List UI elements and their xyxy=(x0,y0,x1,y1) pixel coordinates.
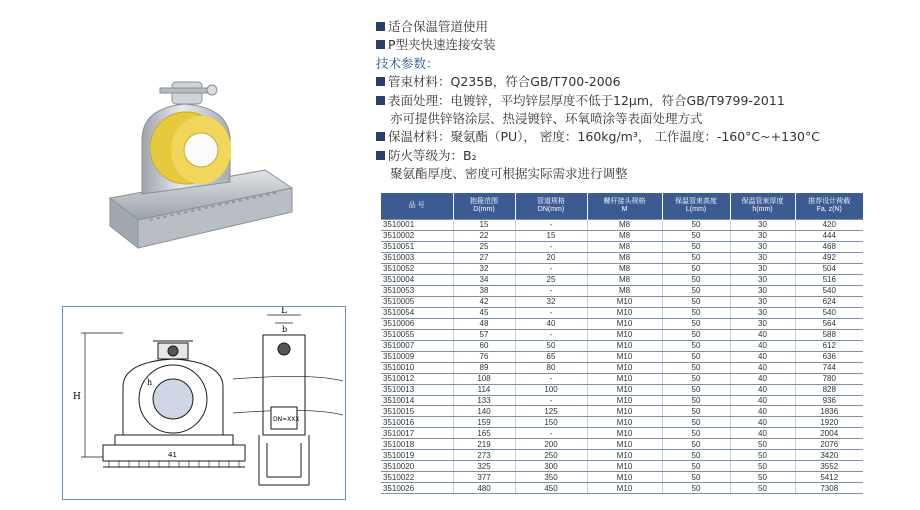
table-cell: 1920 xyxy=(795,417,863,428)
table-cell: M10 xyxy=(587,417,662,428)
table-cell: 32 xyxy=(515,296,587,307)
table-cell: 50 xyxy=(662,406,730,417)
table-cell: 3510019 xyxy=(381,450,453,461)
table-row xyxy=(381,439,863,450)
table-cell: M10 xyxy=(587,428,662,439)
table-cell: 3510020 xyxy=(381,461,453,472)
column-header: 抱箍范围 D(mm) xyxy=(453,193,515,220)
table-cell: 3510003 xyxy=(381,252,453,263)
table-cell: M10 xyxy=(587,340,662,351)
table-cell: 40 xyxy=(730,340,795,351)
table-cell: 22 xyxy=(453,230,515,241)
table-cell: 936 xyxy=(795,395,863,406)
table-row xyxy=(381,483,863,494)
table-cell: M8 xyxy=(587,263,662,274)
table-cell: 125 xyxy=(515,406,587,417)
table-cell: - xyxy=(515,220,587,231)
table-cell: 32 xyxy=(453,263,515,274)
table-cell: 50 xyxy=(662,340,730,351)
technical-drawing xyxy=(62,306,346,500)
table-row xyxy=(381,263,863,274)
table-cell: 40 xyxy=(730,351,795,362)
table-cell: 3420 xyxy=(795,450,863,461)
table-cell: 25 xyxy=(515,274,587,285)
dim-small-h-label: h xyxy=(147,378,153,387)
table-cell: 165 xyxy=(453,428,515,439)
table-cell: - xyxy=(515,395,587,406)
table-cell: 89 xyxy=(453,362,515,373)
table-cell: 516 xyxy=(795,274,863,285)
table-cell: 30 xyxy=(730,241,795,252)
dim-h-label: H xyxy=(73,392,81,402)
table-cell: 50 xyxy=(662,428,730,439)
table-cell: 30 xyxy=(730,274,795,285)
table-cell: 50 xyxy=(662,252,730,263)
table-cell: 50 xyxy=(662,307,730,318)
table-cell: - xyxy=(515,329,587,340)
table-cell: 50 xyxy=(662,472,730,483)
table-cell: 50 xyxy=(662,296,730,307)
table-cell: 40 xyxy=(730,329,795,340)
table-cell: 50 xyxy=(662,220,730,231)
table-cell: 200 xyxy=(515,439,587,450)
table-cell: M10 xyxy=(587,351,662,362)
table-cell: 50 xyxy=(662,274,730,285)
spec-text: 管束材料：Q235B，符合GB/T700-2006 xyxy=(388,74,621,90)
table-cell: 50 xyxy=(662,439,730,450)
table-cell: 444 xyxy=(795,230,863,241)
square-bullet-icon xyxy=(376,151,385,160)
drawing-svg xyxy=(63,307,345,499)
table-cell: 30 xyxy=(730,252,795,263)
table-cell: 3510009 xyxy=(381,351,453,362)
table-cell: 15 xyxy=(453,220,515,231)
table-row xyxy=(381,230,863,241)
table-cell: 30 xyxy=(730,318,795,329)
table-row xyxy=(381,351,863,362)
table-cell: M10 xyxy=(587,362,662,373)
table-cell: 40 xyxy=(730,384,795,395)
table-cell: 5412 xyxy=(795,472,863,483)
table-cell: 40 xyxy=(730,417,795,428)
table-cell: - xyxy=(515,263,587,274)
table-cell: 30 xyxy=(730,307,795,318)
table-row xyxy=(381,318,863,329)
table-cell: 48 xyxy=(453,318,515,329)
table-cell: 50 xyxy=(662,384,730,395)
table-cell: 57 xyxy=(453,329,515,340)
table-cell: 50 xyxy=(662,230,730,241)
spec-text: 适合保温管道使用 xyxy=(388,19,489,34)
table-cell: 50 xyxy=(662,395,730,406)
table-cell: 30 xyxy=(730,230,795,241)
spec-line xyxy=(376,55,876,73)
table-cell: 40 xyxy=(515,318,587,329)
table-cell: 50 xyxy=(662,318,730,329)
table-cell: 50 xyxy=(662,362,730,373)
table-cell: 50 xyxy=(662,373,730,384)
spec-text: 表面处理：电镀锌，平均锌层厚度不低于12μm，符合GB/T9799-2011 xyxy=(388,92,785,108)
table-cell: 300 xyxy=(515,461,587,472)
table-cell: 30 xyxy=(730,220,795,231)
table-cell: 25 xyxy=(453,241,515,252)
table-cell: 45 xyxy=(453,307,515,318)
table-cell: 3510002 xyxy=(381,230,453,241)
table-cell: 3510016 xyxy=(381,417,453,428)
table-cell: 50 xyxy=(662,483,730,494)
table-cell: 65 xyxy=(515,351,587,362)
square-bullet-icon xyxy=(376,40,385,49)
table-cell: 636 xyxy=(795,351,863,362)
table-cell: 30 xyxy=(730,296,795,307)
table-cell: 50 xyxy=(662,285,730,296)
square-bullet-icon xyxy=(376,22,385,31)
dim-b-label: b xyxy=(282,325,288,334)
table-cell: 40 xyxy=(730,395,795,406)
table-cell: M10 xyxy=(587,439,662,450)
table-cell: 3510017 xyxy=(381,428,453,439)
spec-line xyxy=(376,18,876,36)
table-cell: 450 xyxy=(515,483,587,494)
table-cell: 3510052 xyxy=(381,263,453,274)
table-cell: M10 xyxy=(587,384,662,395)
column-header: 保温管束高度 L(mm) xyxy=(662,193,730,220)
table-cell: 250 xyxy=(515,450,587,461)
table-cell: 50 xyxy=(662,241,730,252)
table-cell: 30 xyxy=(730,263,795,274)
table-cell: M10 xyxy=(587,450,662,461)
table-row xyxy=(381,220,863,231)
table-cell: 564 xyxy=(795,318,863,329)
dim-l-label: L xyxy=(281,307,287,316)
table-cell: M8 xyxy=(587,274,662,285)
spec-table xyxy=(381,193,863,494)
table-cell: 3510018 xyxy=(381,439,453,450)
column-header: 品 号 xyxy=(381,193,453,220)
table-cell: 588 xyxy=(795,329,863,340)
table-cell: 468 xyxy=(795,241,863,252)
table-cell: 50 xyxy=(730,450,795,461)
table-cell: M8 xyxy=(587,220,662,231)
table-body xyxy=(381,220,863,494)
table-cell: 50 xyxy=(662,461,730,472)
table-cell: - xyxy=(515,241,587,252)
table-cell: 15 xyxy=(515,230,587,241)
column-header: 保温管束厚度 h(mm) xyxy=(730,193,795,220)
table-row xyxy=(381,340,863,351)
table-cell: - xyxy=(515,307,587,318)
square-bullet-icon xyxy=(376,77,385,86)
table-cell: 780 xyxy=(795,373,863,384)
table-row xyxy=(381,417,863,428)
table-cell: 100 xyxy=(515,384,587,395)
spec-line xyxy=(376,128,876,146)
table-cell: M8 xyxy=(587,230,662,241)
table-row xyxy=(381,450,863,461)
spec-text: P型夹快速连接安装 xyxy=(388,37,496,53)
table-cell: M10 xyxy=(587,296,662,307)
spec-text: 技术参数： xyxy=(376,55,439,71)
table-cell: 350 xyxy=(515,472,587,483)
table-cell: M10 xyxy=(587,461,662,472)
table-cell: - xyxy=(515,285,587,296)
product-photo xyxy=(80,70,300,260)
table-cell: 50 xyxy=(730,461,795,472)
table-cell: 20 xyxy=(515,252,587,263)
spec-line xyxy=(376,36,876,54)
spec-text: 保温材料：聚氨酯（PU）， 密度：160kg/m³， 工作温度：-160°C~+130°C xyxy=(388,129,820,145)
spec-line xyxy=(376,73,876,91)
table-cell: 504 xyxy=(795,263,863,274)
table-cell: 3510015 xyxy=(381,406,453,417)
table-cell: 492 xyxy=(795,252,863,263)
table-cell: 40 xyxy=(730,362,795,373)
table-cell: 3510006 xyxy=(381,318,453,329)
table-cell: 420 xyxy=(795,220,863,231)
table-cell: 40 xyxy=(730,406,795,417)
table-cell: 34 xyxy=(453,274,515,285)
table-cell: 150 xyxy=(515,417,587,428)
table-cell: 50 xyxy=(662,263,730,274)
table-cell: M10 xyxy=(587,406,662,417)
table-cell: 1836 xyxy=(795,406,863,417)
spec-text: 聚氨酯厚度、密度可根据实际需求进行调整 xyxy=(390,166,628,182)
table-cell: 624 xyxy=(795,296,863,307)
table-cell: 40 xyxy=(730,373,795,384)
table-header-row xyxy=(381,193,863,220)
table-cell: M8 xyxy=(587,252,662,263)
spec-line xyxy=(376,147,876,165)
table-cell: 744 xyxy=(795,362,863,373)
table-cell: M10 xyxy=(587,483,662,494)
table-cell: 50 xyxy=(730,483,795,494)
table-cell: 325 xyxy=(453,461,515,472)
rail-size-label: 41 xyxy=(168,451,177,459)
table-cell: 80 xyxy=(515,362,587,373)
table-row xyxy=(381,296,863,307)
table-cell: 50 xyxy=(662,329,730,340)
table-cell: 30 xyxy=(730,285,795,296)
table-cell: 540 xyxy=(795,307,863,318)
table-row xyxy=(381,252,863,263)
table-cell: - xyxy=(515,373,587,384)
table-cell: 140 xyxy=(453,406,515,417)
table-cell: 3510022 xyxy=(381,472,453,483)
table-row xyxy=(381,384,863,395)
table-cell: 2004 xyxy=(795,428,863,439)
table-cell: 108 xyxy=(453,373,515,384)
table-cell: 540 xyxy=(795,285,863,296)
table-cell: M8 xyxy=(587,285,662,296)
table-cell: 3510005 xyxy=(381,296,453,307)
table-cell: 612 xyxy=(795,340,863,351)
table-cell: 50 xyxy=(515,340,587,351)
table-cell: 3510051 xyxy=(381,241,453,252)
spec-line xyxy=(376,165,876,183)
table-row xyxy=(381,307,863,318)
table-row xyxy=(381,274,863,285)
square-bullet-icon xyxy=(376,132,385,141)
table-cell: 3510012 xyxy=(381,373,453,384)
table-cell: 3510013 xyxy=(381,384,453,395)
table-row xyxy=(381,406,863,417)
table-cell: - xyxy=(515,428,587,439)
table-cell: M10 xyxy=(587,395,662,406)
table-cell: 133 xyxy=(453,395,515,406)
table-cell: 50 xyxy=(730,439,795,450)
spec-line xyxy=(376,92,876,110)
table-cell: M10 xyxy=(587,472,662,483)
table-cell: 7308 xyxy=(795,483,863,494)
table-cell: 828 xyxy=(795,384,863,395)
table-cell: 60 xyxy=(453,340,515,351)
table-cell: 50 xyxy=(662,351,730,362)
table-cell: 377 xyxy=(453,472,515,483)
table-cell: 50 xyxy=(662,450,730,461)
table-cell: M10 xyxy=(587,329,662,340)
table-row xyxy=(381,329,863,340)
column-header: 螺杆接头规格 M xyxy=(587,193,662,220)
table-cell: 3510014 xyxy=(381,395,453,406)
table-cell: M10 xyxy=(587,373,662,384)
table-cell: 27 xyxy=(453,252,515,263)
table-cell: 3510010 xyxy=(381,362,453,373)
table-cell: M8 xyxy=(587,241,662,252)
table-cell: 114 xyxy=(453,384,515,395)
column-header: 推荐设计荷载 Fa, z(N) xyxy=(795,193,863,220)
table-cell: 3510055 xyxy=(381,329,453,340)
table-cell: 3552 xyxy=(795,461,863,472)
table-row xyxy=(381,241,863,252)
table-row xyxy=(381,285,863,296)
table-cell: 42 xyxy=(453,296,515,307)
spec-text: 亦可提供锌铬涂层、热浸镀锌、环氧喷涂等表面处理方式 xyxy=(390,111,703,127)
pipe-size-label: DN=XXX xyxy=(273,416,300,423)
table-cell: 3510004 xyxy=(381,274,453,285)
table-cell: 219 xyxy=(453,439,515,450)
spec-list xyxy=(376,18,876,184)
table-cell: M10 xyxy=(587,318,662,329)
table-cell: 38 xyxy=(453,285,515,296)
table-cell: 3510007 xyxy=(381,340,453,351)
table-cell: 50 xyxy=(730,472,795,483)
table-row xyxy=(381,373,863,384)
table-row xyxy=(381,362,863,373)
table-row xyxy=(381,428,863,439)
table-cell: 40 xyxy=(730,428,795,439)
table-cell: 159 xyxy=(453,417,515,428)
table-cell: M10 xyxy=(587,307,662,318)
table-row xyxy=(381,395,863,406)
table-cell: 480 xyxy=(453,483,515,494)
table-cell: 76 xyxy=(453,351,515,362)
table-cell: 3510026 xyxy=(381,483,453,494)
table-cell: 3510001 xyxy=(381,220,453,231)
table-cell: 3510054 xyxy=(381,307,453,318)
column-header: 管道规格 DN(mm) xyxy=(515,193,587,220)
spec-line xyxy=(376,110,876,128)
table-cell: 3510053 xyxy=(381,285,453,296)
square-bullet-icon xyxy=(376,96,385,105)
table-cell: 50 xyxy=(662,417,730,428)
table-row xyxy=(381,472,863,483)
table-cell: 2076 xyxy=(795,439,863,450)
spec-text: 防火等级为：B₂ xyxy=(388,147,477,163)
table-cell: 273 xyxy=(453,450,515,461)
table-row xyxy=(381,461,863,472)
